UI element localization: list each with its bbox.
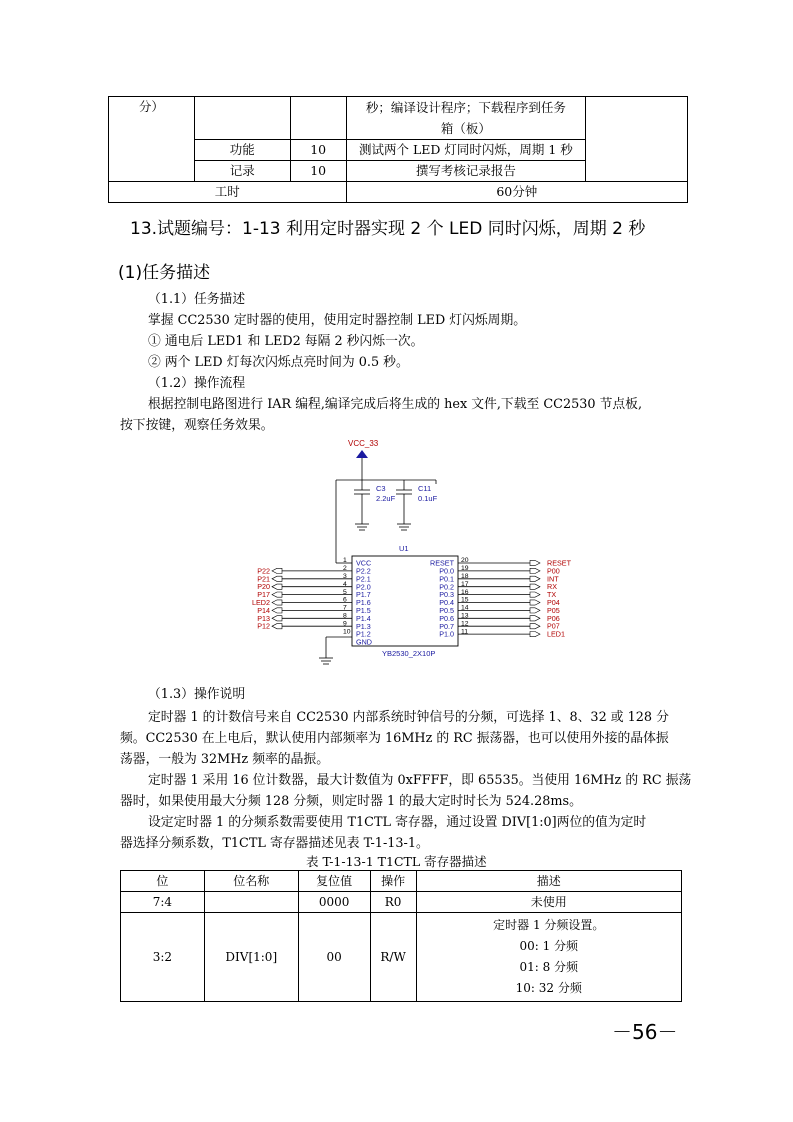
net-label: P13 [257, 613, 270, 623]
net-port-icon [530, 608, 540, 613]
net-port-icon [530, 600, 540, 605]
desc-line: 定时器 1 分频设置。 [493, 918, 605, 932]
paragraph-heading: （1.1）任务描述 [148, 292, 246, 307]
c3-label: C3 [376, 484, 386, 493]
pin-name: P0.4 [439, 598, 454, 608]
pin-name: P0.2 [439, 582, 454, 592]
net-label: LED2 [252, 598, 270, 607]
net-port-icon [530, 632, 540, 637]
net-label: LED1 [547, 629, 565, 639]
net-label: P14 [257, 605, 270, 615]
pin-name: RESET [430, 558, 454, 568]
net-port-icon [530, 616, 540, 621]
chip-designator: U1 [399, 544, 409, 553]
table-caption: 表 T-1-13-1 T1CTL 寄存器描述 [306, 854, 487, 869]
table-cell: 60分钟 [346, 182, 687, 203]
pin-name: P1.7 [356, 590, 371, 600]
table-cell: 分） [109, 97, 195, 182]
pin-name: P0.7 [439, 621, 454, 631]
chip-part: YB2530_2X10P [382, 649, 436, 658]
header-cell: 位名称 [204, 871, 298, 892]
net-label: TX [547, 590, 557, 600]
net-port-icon [530, 576, 540, 581]
pin-name: VCC [356, 558, 372, 568]
cell-line: 箱（板） [440, 121, 491, 136]
paragraph: 设定定时器 1 的分频系数需要使用 T1CTL 寄存器，通过设置 DIV[1:0]两位的值为定时 [148, 815, 647, 830]
net-label: RESET [547, 558, 571, 568]
net-port-icon [530, 584, 540, 589]
pin-number: 14 [461, 604, 469, 612]
pin-number: 16 [461, 588, 469, 596]
pin-number: 19 [461, 565, 469, 573]
subsection-title: (1)任务描述 [118, 263, 211, 283]
net-label: P05 [547, 605, 560, 615]
table-row [121, 892, 682, 913]
pin-name: GND [356, 637, 372, 647]
pin-name: P1.5 [356, 606, 371, 615]
paragraph: 定时器 1 的计数信号来自 CC2530 内部系统时钟信号的分频，可选择 1、8、32 或 128 分 [148, 710, 669, 725]
net-label: RX [547, 582, 557, 592]
paragraph-heading: （1.2）操作流程 [148, 376, 246, 391]
net-port-icon [530, 592, 540, 597]
net-label: P06 [547, 613, 560, 623]
table-cell: 工时 [109, 182, 347, 203]
pin-number: 20 [461, 557, 469, 565]
pin-number: 4 [343, 580, 347, 588]
c11-label: C11 [418, 484, 432, 493]
header-cell: 位 [121, 871, 205, 892]
pin-number: 7 [343, 604, 347, 612]
desc-line: 01: 8 分频 [519, 960, 579, 974]
table-cell: R/W [370, 913, 416, 1002]
pin-name: P0.0 [439, 566, 454, 576]
net-port-icon [272, 624, 282, 629]
pin-name: P1.2 [356, 629, 371, 639]
table-header-row [121, 871, 682, 892]
pin-number: 9 [343, 620, 347, 628]
pin-number: 17 [461, 580, 469, 588]
pin-number: 13 [461, 612, 469, 620]
desc-line: 00: 1 分频 [519, 939, 579, 953]
register-table [120, 870, 682, 1002]
net-port-icon [272, 584, 282, 589]
net-label: P00 [547, 566, 560, 576]
table-cell [204, 892, 298, 913]
net-label: P22 [257, 566, 270, 576]
net-port-icon [272, 608, 282, 613]
table-cell: 3:2 [121, 913, 205, 1002]
net-port-icon [530, 560, 540, 565]
paragraph: 频。CC2530 在上电后，默认使用内部频率为 16MHz 的 RC 振荡器，也可以使用外接的晶体振 [120, 731, 669, 746]
table-cell: 功能 [194, 140, 290, 161]
desc-line: 10: 32 分频 [515, 981, 582, 995]
pin-name: P1.6 [356, 598, 371, 608]
net-label: P12 [257, 621, 270, 631]
net-port-icon [272, 576, 282, 581]
net-port-icon [272, 600, 282, 605]
vcc-label: VCC_33 [348, 439, 379, 448]
cell-line: 秒；编译设计程序；下载程序到任务 [365, 100, 566, 115]
pin-name: P2.2 [356, 566, 371, 576]
pin-name: P1.0 [439, 629, 454, 639]
table-cell: R0 [370, 892, 416, 913]
pin-number: 15 [461, 596, 469, 604]
table-cell: 00 [298, 913, 370, 1002]
paragraph: 定时器 1 采用 16 位计数器，最大计数值为 0xFFFF，即 65535。当使用 16MHz 的 RC 振荡 [148, 773, 692, 788]
pin-name: P0.5 [439, 606, 454, 615]
table-row [121, 913, 682, 1002]
pin-number: 5 [343, 588, 347, 596]
table-cell: 测试两个 LED 灯同时闪烁，周期 1 秒 [346, 140, 586, 161]
table-cell: 10 [290, 161, 346, 182]
pin-name: P0.1 [439, 574, 454, 584]
pin-name: P0.6 [439, 613, 454, 623]
net-port-icon [530, 568, 540, 573]
page-number: －56－ [612, 1020, 678, 1044]
table-cell: DIV[1:0] [204, 913, 298, 1002]
pin-number: 2 [343, 565, 347, 573]
pin-number: 11 [461, 628, 469, 636]
pin-name: P2.1 [356, 574, 371, 584]
pin-name: P2.0 [356, 582, 371, 592]
header-cell: 操作 [370, 871, 416, 892]
net-label: INT [547, 574, 559, 584]
vcc-arrow-icon [356, 450, 368, 458]
c11-value: 0.1uF [418, 494, 438, 503]
pin-number: 12 [461, 620, 469, 628]
header-cell: 描述 [416, 871, 681, 892]
paragraph: 按下按键，观察任务效果。 [120, 418, 274, 433]
pin-number: 10 [343, 628, 351, 636]
pin-number: 18 [461, 573, 469, 580]
paragraph: 荡器，一般为 32MHz 频率的晶振。 [120, 752, 329, 767]
pin-name: P1.4 [356, 613, 371, 623]
net-port-icon [530, 624, 540, 629]
paragraph-heading: （1.3）操作说明 [148, 687, 246, 702]
list-item: ① 通电后 LED1 和 LED2 每隔 2 秒闪烁一次。 [148, 334, 424, 349]
table-cell: 0000 [298, 892, 370, 913]
net-label: P20 [257, 582, 270, 592]
pin-number: 3 [343, 573, 347, 580]
list-item: ② 两个 LED 灯每次闪烁点亮时间为 0.5 秒。 [148, 355, 409, 370]
net-label: P17 [257, 590, 270, 600]
net-label: P21 [257, 574, 270, 584]
c3-value: 2.2uF [376, 494, 396, 503]
table-cell: 7:4 [121, 892, 205, 913]
pin-number: 1 [343, 557, 347, 565]
section-title: 13.试题编号：1-13 利用定时器实现 2 个 LED 同时闪烁，周期 2 秒 [130, 219, 646, 239]
net-port-icon [272, 616, 282, 621]
net-label: P07 [547, 621, 560, 631]
net-label: P04 [547, 598, 560, 607]
net-port-icon [272, 592, 282, 597]
table-cell: 撰写考核记录报告 [346, 161, 586, 182]
table-cell: 记录 [194, 161, 290, 182]
pin-number: 6 [343, 596, 347, 604]
pin-number: 8 [343, 612, 347, 620]
paragraph: 掌握 CC2530 定时器的使用，使用定时器控制 LED 灯闪烁周期。 [148, 313, 527, 328]
paragraph: 器时，如果使用最大分频 128 分频，则定时器 1 的最大定时时长为 524.28ms。 [120, 794, 582, 809]
pin-name: P1.3 [356, 621, 371, 631]
header-cell: 复位值 [298, 871, 370, 892]
net-port-icon [272, 568, 282, 573]
pin-name: P0.3 [439, 590, 454, 600]
table-cell: 未使用 [416, 892, 681, 913]
paragraph: 根据控制电路图进行 IAR 编程,编译完成后将生成的 hex 文件,下载至 CC2530 节点板, [148, 397, 643, 412]
table-cell [416, 913, 681, 1002]
paragraph: 器选择分频系数，T1CTL 寄存器描述见表 T-1-13-1。 [120, 836, 429, 851]
table-cell: 10 [290, 140, 346, 161]
